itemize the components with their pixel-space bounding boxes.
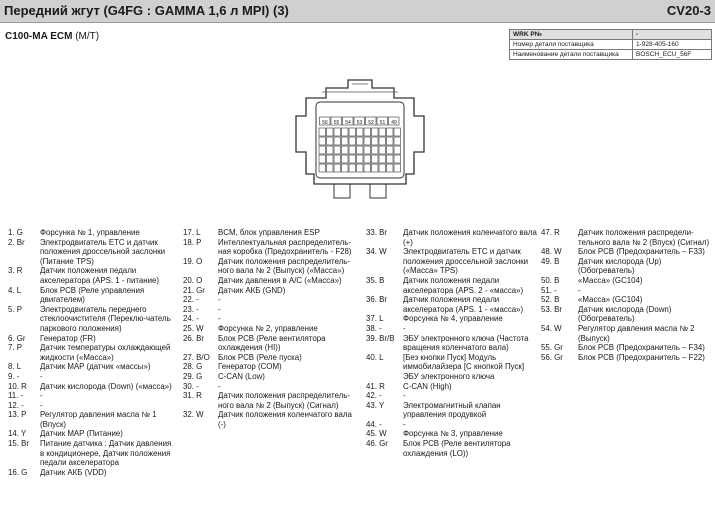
pin-description: Датчик кислорода (Down) («масса») — [40, 381, 172, 391]
info-table-row — [510, 50, 712, 60]
pin-number: 36. Br — [366, 295, 388, 305]
pin-list-column-2 — [183, 228, 358, 429]
pin-cell — [372, 128, 379, 136]
pin-number: 5. P — [8, 304, 23, 314]
pin-label: 54 — [345, 120, 351, 126]
pin-number: 41. R — [366, 381, 385, 391]
pin-cell — [372, 155, 379, 163]
pin-row — [8, 343, 176, 362]
pin-description: Питание датчика : Датчик давления в кондиционере, Датчик положения педали акселератора — [40, 439, 172, 468]
pin-description: Датчик MAP (Питание) — [40, 429, 123, 439]
pin-row — [8, 468, 176, 478]
pin-row — [183, 295, 358, 305]
pin-number: 25. W — [183, 323, 204, 333]
pin-cell — [372, 146, 379, 154]
pin-number: 45. W — [366, 429, 387, 439]
pin-cell — [364, 146, 371, 154]
pin-number: 31. R — [183, 391, 202, 401]
pin-number: 42. - — [366, 391, 382, 401]
pin-description: Электродвигатель ETC и датчик положения дроссельной заслонки («Масса» TPS) — [403, 247, 529, 276]
pin-label: 52 — [368, 120, 374, 126]
info-table-header — [510, 30, 712, 40]
pin-number: 43. Y — [366, 400, 385, 410]
pin-row — [541, 353, 713, 363]
pin-row — [8, 382, 176, 392]
pin-description: Электромагнитный клапан управления продувкой — [403, 400, 501, 420]
pin-number: 17. L — [183, 228, 201, 237]
pin-number: 29. G — [183, 371, 203, 381]
pin-row — [183, 314, 358, 324]
pin-row — [541, 324, 713, 343]
pin-row — [8, 439, 176, 468]
pin-number: 12. - — [8, 400, 24, 410]
pin-number: 30. - — [183, 381, 199, 391]
pin-row — [183, 382, 358, 392]
pin-description: Блок PCB (Реле пуска) — [218, 352, 302, 362]
pin-number: 22. - — [183, 295, 199, 305]
pin-row — [366, 295, 540, 314]
pin-number: 54. W — [541, 323, 562, 333]
pin-description: BCM, блок управления ESP — [218, 228, 320, 237]
pin-row — [8, 410, 176, 429]
pin-description: Электродвигатель ETC и датчик положения дроссельной заслонки (Питание TPS) — [40, 237, 166, 266]
pin-row — [183, 391, 358, 410]
pin-description: Интеллектуальная распределитель-ная коробка (Предохранитель - F28) — [218, 237, 352, 257]
pin-number: 10. R — [8, 381, 27, 391]
pin-description: Датчик положения коленчатого вала (-) — [218, 410, 352, 429]
pin-row — [8, 362, 176, 372]
pin-description: «Масса» (GC104) — [578, 275, 643, 285]
pin-number: 53. Br — [541, 304, 563, 314]
pin-number: 1. G — [8, 228, 23, 237]
pin-cell — [327, 146, 334, 154]
pin-number: 14. Y — [8, 429, 27, 439]
pin-cell — [357, 146, 364, 154]
pin-description: Блок PCB (Предохранитель – F34) — [578, 343, 705, 353]
pin-number: 3. R — [8, 266, 23, 276]
pin-row — [8, 429, 176, 439]
pin-cell — [334, 164, 341, 172]
pin-row — [366, 247, 540, 276]
pin-number: 24. - — [183, 314, 199, 324]
pin-row — [541, 286, 713, 296]
pin-cell — [364, 137, 371, 145]
pin-cell — [394, 137, 401, 145]
pin-description: Датчик MAP (датчик «массы») — [40, 362, 151, 372]
pin-row — [8, 228, 176, 238]
pin-list-column-4 — [541, 228, 713, 362]
pin-cell — [327, 155, 334, 163]
pin-number: 44. - — [366, 419, 382, 429]
pin-row — [183, 372, 358, 382]
pin-cell — [357, 164, 364, 172]
pin-description: Форсунка № 2, управление — [218, 323, 318, 333]
pin-description: Датчик давления в A/C («Масса») — [218, 275, 342, 285]
pin-number: 55. Gr — [541, 343, 563, 353]
pin-row — [8, 391, 176, 401]
pin-description: Форсунка № 1, управление — [40, 228, 140, 237]
pin-description: Датчик положения коленчатого вала (+) — [403, 228, 537, 247]
pin-number: 28. G — [183, 362, 203, 372]
pin-cell — [379, 155, 386, 163]
pin-description: - — [403, 391, 406, 401]
pin-cell — [387, 155, 394, 163]
pin-cell — [364, 155, 371, 163]
pin-description: Генератор (FR) — [40, 333, 96, 343]
pin-description: Блок PCB (Предохранитель – F22) — [578, 352, 705, 362]
pin-cell — [379, 128, 386, 136]
pin-description: Датчик положения распредели-тельного вала № 2 (Впуск) (Сигнал) — [578, 228, 710, 247]
pin-number: 40. L — [366, 352, 384, 362]
pin-cell — [394, 146, 401, 154]
pin-row — [8, 238, 176, 267]
pin-row — [366, 276, 540, 295]
pin-description: - — [578, 285, 581, 295]
pin-description: Форсунка № 3, управление — [403, 429, 503, 439]
pin-row — [541, 247, 713, 257]
pin-description: «Масса» (GC104) — [578, 295, 643, 305]
pin-cell — [394, 164, 401, 172]
pin-row — [183, 238, 358, 257]
pin-description: Датчик положения распределитель-ного вала № 2 (Выпуск) («Масса») — [218, 256, 351, 276]
pin-cell — [364, 128, 371, 136]
pin-list-column-1 — [8, 228, 176, 477]
pin-number: 37. L — [366, 314, 384, 324]
pin-row — [183, 324, 358, 334]
pin-number: 6. Gr — [8, 333, 26, 343]
connector-latch — [370, 184, 386, 198]
info-header-value: - — [633, 30, 712, 40]
pin-row — [8, 372, 176, 382]
pin-cell — [319, 155, 326, 163]
pin-description: - — [403, 323, 406, 333]
pin-row — [183, 257, 358, 276]
pin-number: 34. W — [366, 247, 387, 257]
pin-description: Датчик АКБ (GND) — [218, 285, 286, 295]
pin-cell — [334, 146, 341, 154]
pin-number: 39. Br/B — [366, 333, 395, 343]
pin-number: 56. Gr — [541, 352, 563, 362]
pin-description: Блок PCB (Реле вентилятора охлаждения (HI)) — [218, 333, 326, 353]
pin-description: Блок PCB (Реле управления двигателем) — [40, 285, 145, 305]
pin-number: 32. W — [183, 410, 204, 420]
pin-number: 35. B — [366, 275, 385, 285]
pin-row — [541, 295, 713, 305]
pin-description: Блок PCB (Реле вентилятора охлаждения (LO)) — [403, 439, 511, 458]
pin-cell — [394, 128, 401, 136]
pin-cell — [349, 164, 356, 172]
info-table — [509, 29, 712, 60]
info-header-key: WRK P№ — [510, 30, 633, 40]
pin-row — [366, 228, 540, 247]
pin-number: 15. Br — [8, 439, 30, 449]
pin-cell — [342, 146, 349, 154]
pin-cell — [327, 164, 334, 172]
pin-row — [8, 286, 176, 305]
pin-row — [541, 257, 713, 276]
pin-number: 13. P — [8, 410, 27, 420]
pin-description: - — [40, 371, 43, 381]
pin-cell — [349, 155, 356, 163]
pin-row — [183, 353, 358, 363]
pin-row — [183, 305, 358, 315]
pin-number: 50. B — [541, 275, 560, 285]
connector-latch — [334, 184, 350, 198]
page-title: Передний жгут (G4FG : GAMMA 1,6 л MPI) (3) — [4, 3, 289, 18]
pin-cell — [342, 164, 349, 172]
pin-cell — [319, 128, 326, 136]
pin-number: 23. - — [183, 304, 199, 314]
pin-description: - — [218, 304, 221, 314]
pin-number: 8. L — [8, 362, 22, 372]
pin-cell — [379, 164, 386, 172]
info-value: 1-928-405-160 — [633, 40, 712, 50]
pin-description: Форсунка № 4, управление — [403, 314, 503, 324]
pin-description: - — [218, 314, 221, 324]
pin-description: Генератор (COM) — [218, 362, 282, 372]
pin-description: Датчик положения педали акселератора (APS. 1 - питание) — [40, 266, 160, 285]
pin-cell — [342, 155, 349, 163]
header-bar — [0, 0, 715, 23]
pin-row — [366, 382, 540, 392]
pin-label: 55 — [333, 120, 340, 126]
pin-row — [541, 276, 713, 286]
pin-number: 7. P — [8, 343, 23, 353]
pin-cell — [342, 128, 349, 136]
pin-description: C-CAN (Low) — [218, 371, 265, 381]
pin-description: Регулятор давления масла № 1 (Впуск) — [40, 410, 157, 429]
pin-description: - — [40, 400, 43, 410]
pin-label: 49 — [391, 120, 397, 126]
pin-cell — [327, 128, 334, 136]
pin-row — [541, 305, 713, 324]
pin-cell — [387, 128, 394, 136]
pin-cell — [357, 137, 364, 145]
pin-number: 18. P — [183, 237, 202, 247]
pin-description: Датчик положения педали акселератора (APS. 1 - «масса») — [403, 295, 524, 314]
pin-row — [8, 266, 176, 285]
connector-variant: (M/T) — [75, 31, 100, 42]
pin-number: 51. - — [541, 285, 557, 295]
pin-cell — [394, 155, 401, 163]
pin-row — [366, 334, 540, 353]
pin-number: 2. Br — [8, 237, 25, 247]
pin-description: Блок PCB (Предохранитель – F33) — [578, 247, 705, 257]
pin-description: Электродвигатель переднего стеклоочистителя (Переклю-чатель паркового положения) — [40, 304, 171, 333]
pin-description: Регулятор давления масла № 2 (Выпуск) — [578, 323, 695, 343]
pin-number: 49. B — [541, 256, 560, 266]
pin-cell — [387, 146, 394, 154]
pin-row — [366, 420, 540, 430]
pin-description: Датчик температуры охлаждающей жидкости («Масса») — [40, 343, 171, 362]
pin-cell — [349, 146, 356, 154]
pin-list-column-3 — [366, 228, 540, 458]
pin-cell — [349, 137, 356, 145]
pin-cell — [357, 155, 364, 163]
connector-diagram — [290, 76, 430, 214]
pin-row — [183, 334, 358, 353]
pin-row — [366, 324, 540, 334]
pin-cell — [334, 155, 341, 163]
pin-row — [366, 314, 540, 324]
pin-row — [183, 410, 358, 429]
pin-number: 33. Br — [366, 228, 388, 237]
pin-cell — [364, 164, 371, 172]
pin-row — [183, 276, 358, 286]
pin-cell — [372, 164, 379, 172]
pin-cell — [334, 137, 341, 145]
pin-cell — [379, 146, 386, 154]
pin-description: C-CAN (High) — [403, 381, 452, 391]
info-table-row — [510, 40, 712, 50]
pin-number: 4. L — [8, 285, 22, 295]
pin-row — [183, 286, 358, 296]
pin-number: 9. - — [8, 371, 20, 381]
pin-description: Датчик положения распределитель-ного вала № 2 (Выпуск) (Сигнал) — [218, 391, 351, 410]
pin-cell — [319, 146, 326, 154]
pin-label: 56 — [322, 120, 328, 126]
pin-row — [8, 305, 176, 334]
pin-number: 52. B — [541, 295, 560, 305]
pin-number: 38. - — [366, 323, 382, 333]
pin-description: - — [403, 419, 406, 429]
pin-number: 27. B/O — [183, 352, 210, 362]
page-code: CV20-3 — [666, 3, 711, 18]
pin-row — [8, 334, 176, 344]
pin-description: Датчик АКБ (VDD) — [40, 467, 107, 477]
pin-number: 48. W — [541, 247, 562, 257]
pin-number: 11. - — [8, 391, 24, 401]
pin-cell — [342, 137, 349, 145]
pin-row — [366, 429, 540, 439]
pin-cell — [379, 137, 386, 145]
pin-number: 16. G — [8, 467, 28, 477]
pin-number: 20. O — [183, 275, 203, 285]
pin-row — [366, 391, 540, 401]
pin-cell — [319, 137, 326, 145]
pin-description: Датчик кислорода (Up) (Обогреватель) — [578, 256, 662, 276]
pin-number: 46. Gr — [366, 439, 388, 449]
pin-number: 47. R — [541, 228, 560, 237]
pin-cell — [357, 128, 364, 136]
pin-number: 19. O — [183, 256, 203, 266]
pin-row — [183, 228, 358, 238]
pin-description: - — [218, 295, 221, 305]
info-key: Номер детали поставщика — [510, 40, 633, 50]
connector-title — [5, 31, 99, 42]
pin-row — [366, 439, 540, 458]
pin-row — [541, 343, 713, 353]
pin-cell — [334, 128, 341, 136]
pin-cell — [372, 137, 379, 145]
pin-number: 21. Gr — [183, 285, 205, 295]
pin-number: 26. Br — [183, 333, 205, 343]
pin-cell — [387, 137, 394, 145]
pin-row — [541, 228, 713, 247]
pin-cell — [327, 137, 334, 145]
pin-description: Датчик положения педали акселератора (APS. 2 - «масса») — [403, 275, 524, 295]
pin-row — [366, 353, 540, 382]
pin-description: [Без кнопки Пуск] Модуль иммобилайзера [С кнопкой Пуск] ЭБУ электронного ключа — [403, 352, 525, 381]
pin-cell — [387, 164, 394, 172]
pin-cell — [349, 128, 356, 136]
info-value: BOSCH_ECU_56F — [633, 50, 712, 60]
info-key: Наименование детали поставщика — [510, 50, 633, 60]
pin-row — [8, 401, 176, 411]
pin-row — [366, 401, 540, 420]
pin-description: Датчик кислорода (Down) (Обогреватель) — [578, 304, 672, 324]
pin-description: - — [218, 381, 221, 391]
pin-description: ЭБУ электронного ключа (Частота вращения коленчатого вала) — [403, 333, 529, 353]
connector-name: C100-MA ECM — [5, 31, 73, 42]
pin-row — [183, 362, 358, 372]
pin-label: 51 — [379, 120, 386, 126]
pin-label: 53 — [356, 120, 363, 126]
pin-cell — [319, 164, 326, 172]
pin-description: - — [40, 391, 43, 401]
